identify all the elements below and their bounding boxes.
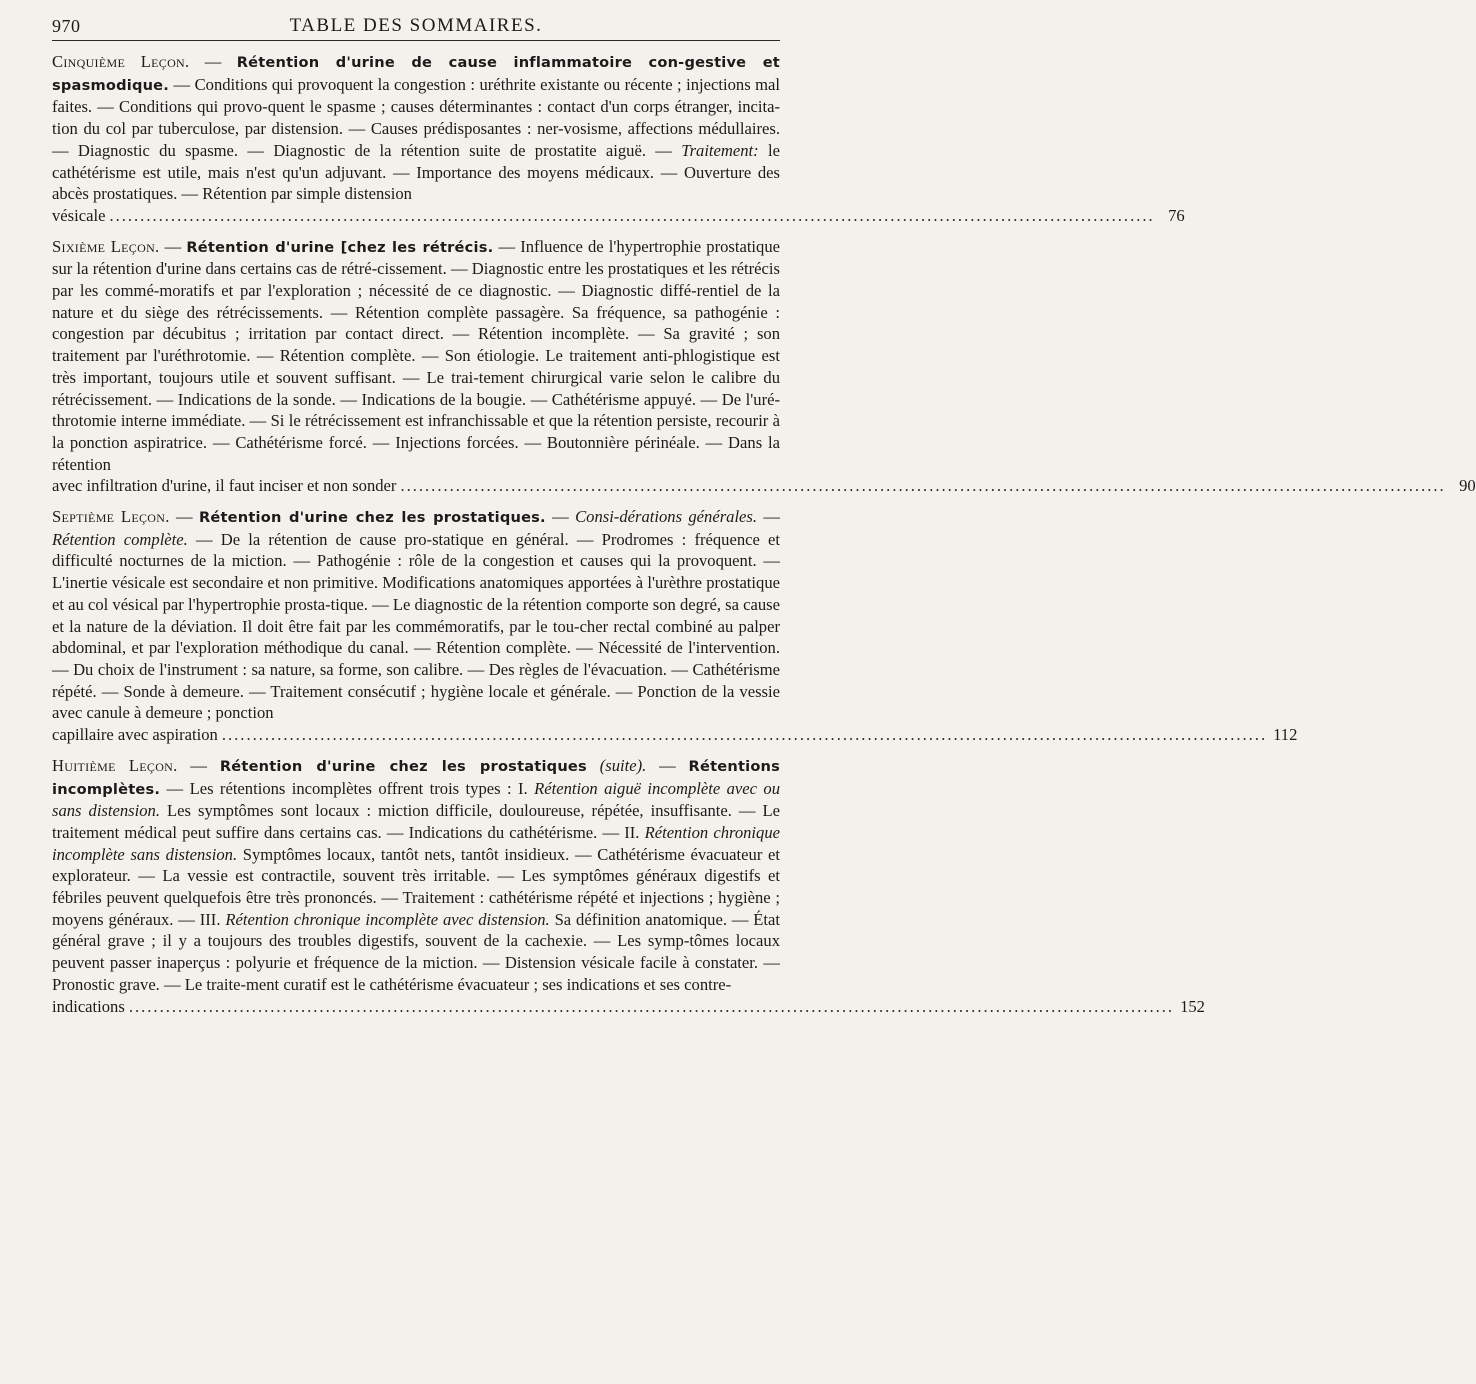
lesson-label: Sixième Leçon. bbox=[52, 236, 160, 256]
dot-leader: .......................................................................................................................................................................... bbox=[109, 205, 1155, 225]
lesson-summary-italic: Traitement: bbox=[681, 140, 759, 160]
entry-end-text: avec infiltration d'urine, il faut inciser et non sonder bbox=[52, 476, 397, 496]
lesson-entry-6: Sixième Leçon. — Rétention d'urine [chez les rétrécis. — Influence de l'hypertrophie prostatique sur la rétention d'urine dans certains cas de rétré-cissement. — Diagnostic entre les prostatiques et les rétrécis par les commé-moratifs et par l'exploration ; nécessité de ce diagnostic. — Diagnostic diffé-rentiel de la nature et du siège des rétrécissements. — Rétention complète passagère. Sa fréquence, sa pathogénie : congestion par décubitus ; irritation par contact direct. — Rétention incomplète. — Sa gravité ; son traitement par l'uréthrotomie. — Rétention complète. — Son étiologie. Le traitement anti-phlogistique est très important, toujours utile et souvent suffisant. — Le trai-tement chirurgical varie selon le calibre du rétrécissement. — Indications de la sonde. — Indications de la bougie. — Cathétérisme appuyé. — De l'uré-throtomie interne immédiate. — Si le rétrécissement est infranchissable et que la rétention persiste, recourir à la ponction aspiratrice. — Cathétérisme forcé. — Injections forcées. — Boutonnière périnéale. — Dans la rétention avec infiltration d'urine, il faut inciser et non sonder .......................................................................................................................................................................... 90 bbox=[52, 236, 1476, 496]
lesson-summary: Symptômes locaux, tantôt nets, tantôt insidieux. — Cathétérisme évacuateur et explorateur. — La vessie est contractile, souvent très irritable. — Les symptômes généraux digestifs et fébriles peuvent quelquefois être très prononcés. — Traitement : cathétérisme répété et injections ; hygiène ; moyens généraux. — III. bbox=[52, 844, 780, 929]
lesson-title: Rétention d'urine [chez les rétrécis. bbox=[186, 238, 494, 256]
lesson-summary: Les symptômes sont locaux : miction difficile, douloureuse, répétée, insuffisante. — Le traitement médical peut suffire dans certains cas. — Indications du cathétérisme. — II. bbox=[52, 801, 781, 842]
entry-end-line bbox=[52, 205, 1185, 227]
lesson-entry-7: Septième Leçon. — Rétention d'urine chez les prostatiques. — Consi-dérations générales. — Rétention complète. — De la rétention de cause pro-statique en général. — Prodromes : fréquence et difficulté nocturnes de la miction. — Pathogénie : rôle de la congestion et causes qui la provoquent. — L'inertie vésicale est secondaire et non primitive. Modifications anatomiques apportées à l'urèthre prostatique et au col vésical par l'hypertrophie prosta-tique. — Le diagnostic de la rétention comporte son degré, sa cause et la nature de la déviation. Il doit être fait par les commémoratifs, par le tou-cher rectal combiné au palper abdominal, et par l'exploration méthodique du canal. — Rétention complète. — Nécessité de l'intervention. — Du choix de l'instrument : sa nature, sa forme, son calibre. — Des règles de l'évacuation. — Cathétérisme répété. — Sonde à demeure. — Traitement consécutif ; hygiène locale et générale. — Ponction de la vessie avec canule à demeure ; ponction capillaire avec aspiration .......................................................................................................................................................................... 112 bbox=[52, 507, 1298, 745]
lesson-summary-italic: Rétention chronique incomplète avec distension. bbox=[225, 909, 550, 929]
entry-end-text: vésicale bbox=[52, 205, 106, 225]
dot-leader: .......................................................................................................................................................................... bbox=[128, 996, 1175, 1016]
entry-end-line bbox=[52, 475, 1476, 497]
lesson-label: Cinquième Leçon. bbox=[52, 52, 190, 71]
entry-end-text: capillaire avec aspiration bbox=[52, 725, 218, 745]
lesson-summary-cont: le cathétérisme est utile, mais n'est qu'un adjuvant. — Importance des moyens médicaux. — Ouverture des abcès prostatiques. — Rétention par simple distension bbox=[52, 140, 781, 204]
lesson-summary: Les rétentions incomplètes offrent trois types : I. bbox=[189, 778, 528, 798]
document-page bbox=[52, 14, 1476, 1026]
lesson-summary: Sa définition anatomique. — État général grave ; il y a toujours des troubles digestifs, souvent de la cachexie. — Les symp-tômes locaux peuvent passer inaperçus : polyurie et fréquence de la miction. — Distension vésicale facile à constater. — Pronostic grave. — Le traite-ment curatif est le cathétérisme évacuateur ; ses indications et ses contre- bbox=[52, 909, 781, 994]
lesson-summary: Influence de l'hypertrophie prostatique sur la rétention d'urine dans certains cas de rétré-cissement. — Diagnostic entre les prostatiques et les rétrécis par les commé-moratifs et par l'exploration ; nécessité de ce diagnostic. — Diagnostic diffé-rentiel de la nature et du siège des rétrécissements. — Rétention complète passagère. Sa fréquence, sa pathogénie : congestion par décubitus ; irritation par contact direct. — Rétention incomplète. — Sa gravité ; son traitement par l'uréthrotomie. — Rétention complète. — Son étiologie. Le traitement anti-phlogistique est très important, toujours utile et souvent suffisant. — Le trai-tement chirurgical varie selon le calibre du rétrécissement. — Indications de la sonde. — Indications de la bougie. — Cathétérisme appuyé. — De l'uré-throtomie interne immédiate. — Si le rétrécissement est infranchissable et que la rétention persiste, recourir à la ponction aspiratrice. — Cathétérisme forcé. — Injections forcées. — Boutonnière périnéale. — Dans la rétention bbox=[52, 236, 780, 474]
lesson-label: Huitième Leçon. bbox=[52, 755, 178, 775]
lesson-title-suffix: (suite). bbox=[599, 755, 647, 775]
dot-leader: .......................................................................................................................................................................... bbox=[400, 476, 1446, 496]
lesson-summary-italic: Rétention complète. bbox=[52, 529, 188, 549]
entry-page-number: 76 bbox=[1168, 205, 1185, 225]
lesson-title: Rétention d'urine de cause inflammatoire con-gestive et spasmodique. bbox=[52, 54, 780, 94]
entry-page-number: 152 bbox=[1180, 996, 1205, 1016]
lesson-subtitle: Rétentions incomplètes. bbox=[52, 757, 781, 798]
lesson-label: Septième Leçon. bbox=[52, 507, 170, 527]
dot-leader: .......................................................................................................................................................................... bbox=[221, 725, 1268, 745]
page-header bbox=[52, 14, 780, 41]
lesson-summary-italic: Consi-dérations générales. bbox=[575, 507, 758, 527]
entry-end-line bbox=[52, 996, 1205, 1018]
lesson-entry-5: Cinquième Leçon. — Rétention d'urine de cause inflammatoire con-gestive et spasmodique. — Conditions qui provoquent la congestion : uréthrite existante ou récente ; injections mal faites. — Conditions qui provo-quent le spasme ; causes déterminantes : contact d'un corps étranger, incita-tion du col par tuberculose, par distension. — Causes prédisposantes : ner-vosisme, affections médullaires. — Diagnostic du spasme. — Diagnostic de la rétention suite de prostatite aiguë. — Traitement: le cathétérisme est utile, mais n'est qu'un adjuvant. — Importance des moyens médicaux. — Ouverture des abcès prostatiques. — Rétention par simple distension vésicale .......................................................................................................................................................................... 76 bbox=[52, 52, 1185, 225]
lesson-summary-italic: Rétention chronique incomplète sans distension. bbox=[52, 822, 780, 864]
lesson-summary-italic: Rétention aiguë incomplète avec ou sans distension. bbox=[52, 778, 780, 821]
lesson-entry-8: Huitième Leçon. — Rétention d'urine chez les prostatiques (suite). — Rétentions incomplètes. — Les rétentions incomplètes offrent trois types : I. Rétention aiguë incomplète avec ou sans distension. Les symptômes sont locaux : miction difficile, douloureuse, répétée, insuffisante. — Le traitement médical peut suffire dans certains cas. — Indications du cathétérisme. — II. Rétention chronique incomplète sans distension. Symptômes locaux, tantôt nets, tantôt insidieux. — Cathétérisme évacuateur et explorateur. — La vessie est contractile, souvent très irritable. — Les symptômes généraux digestifs et fébriles peuvent quelquefois être très prononcés. — Traitement : cathétérisme répété et injections ; hygiène ; moyens généraux. — III. Rétention chronique incomplète avec distension. Sa définition anatomique. — État général grave ; il y a toujours des troubles digestifs, souvent de la cachexie. — Les symp-tômes locaux peuvent passer inaperçus : polyurie et fréquence de la miction. — Distension vésicale facile à constater. — Pronostic grave. — Le traite-ment curatif est le cathétérisme évacuateur ; ses indications et ses contre- indications .......................................................................................................................................................................... 152 bbox=[52, 755, 1205, 1016]
lesson-summary: De la rétention de cause pro-statique en général. — Prodromes : fréquence et difficulté nocturnes de la miction. — Pathogénie : rôle de la congestion et causes qui la provoquent. — L'inertie vésicale est secondaire et non primitive. Modifications anatomiques apportées à l'urèthre prostatique et au col vésical par l'hypertrophie prosta-tique. — Le diagnostic de la rétention comporte son degré, sa cause et la nature de la déviation. Il doit être fait par les commémoratifs, par le tou-cher rectal combiné au palper abdominal, et par l'exploration méthodique du canal. — Rétention complète. — Nécessité de l'intervention. — Du choix de l'instrument : sa nature, sa forme, son calibre. — Des règles de l'évacuation. — Cathétérisme répété. — Sonde à demeure. — Traitement consécutif ; hygiène locale et générale. — Ponction de la vessie avec canule à demeure ; ponction bbox=[52, 529, 780, 723]
running-title: TABLE DES SOMMAIRES. bbox=[289, 15, 543, 36]
entry-end-line bbox=[52, 724, 1298, 746]
lesson-title: Rétention d'urine chez les prostatiques bbox=[219, 757, 587, 775]
entry-page-number: 112 bbox=[1273, 725, 1298, 745]
entry-end-text: indications bbox=[52, 996, 125, 1016]
entry-page-number: 90 bbox=[1459, 476, 1476, 496]
page-number: 970 bbox=[52, 16, 81, 36]
lesson-title: Rétention d'urine chez les prostatiques. bbox=[198, 509, 546, 527]
lesson-summary: Conditions qui provoquent la congestion : uréthrite existante ou récente ; injections mal faites. — Conditions qui provo-quent le spasme ; causes déterminantes : contact d'un corps étranger, incita-tion du col par tuberculose, par distension. — Causes prédisposantes : ner-vosisme, affections médullaires. — Diagnostic du spasme. — Diagnostic de la rétention suite de prostatite aiguë. — bbox=[52, 74, 781, 160]
